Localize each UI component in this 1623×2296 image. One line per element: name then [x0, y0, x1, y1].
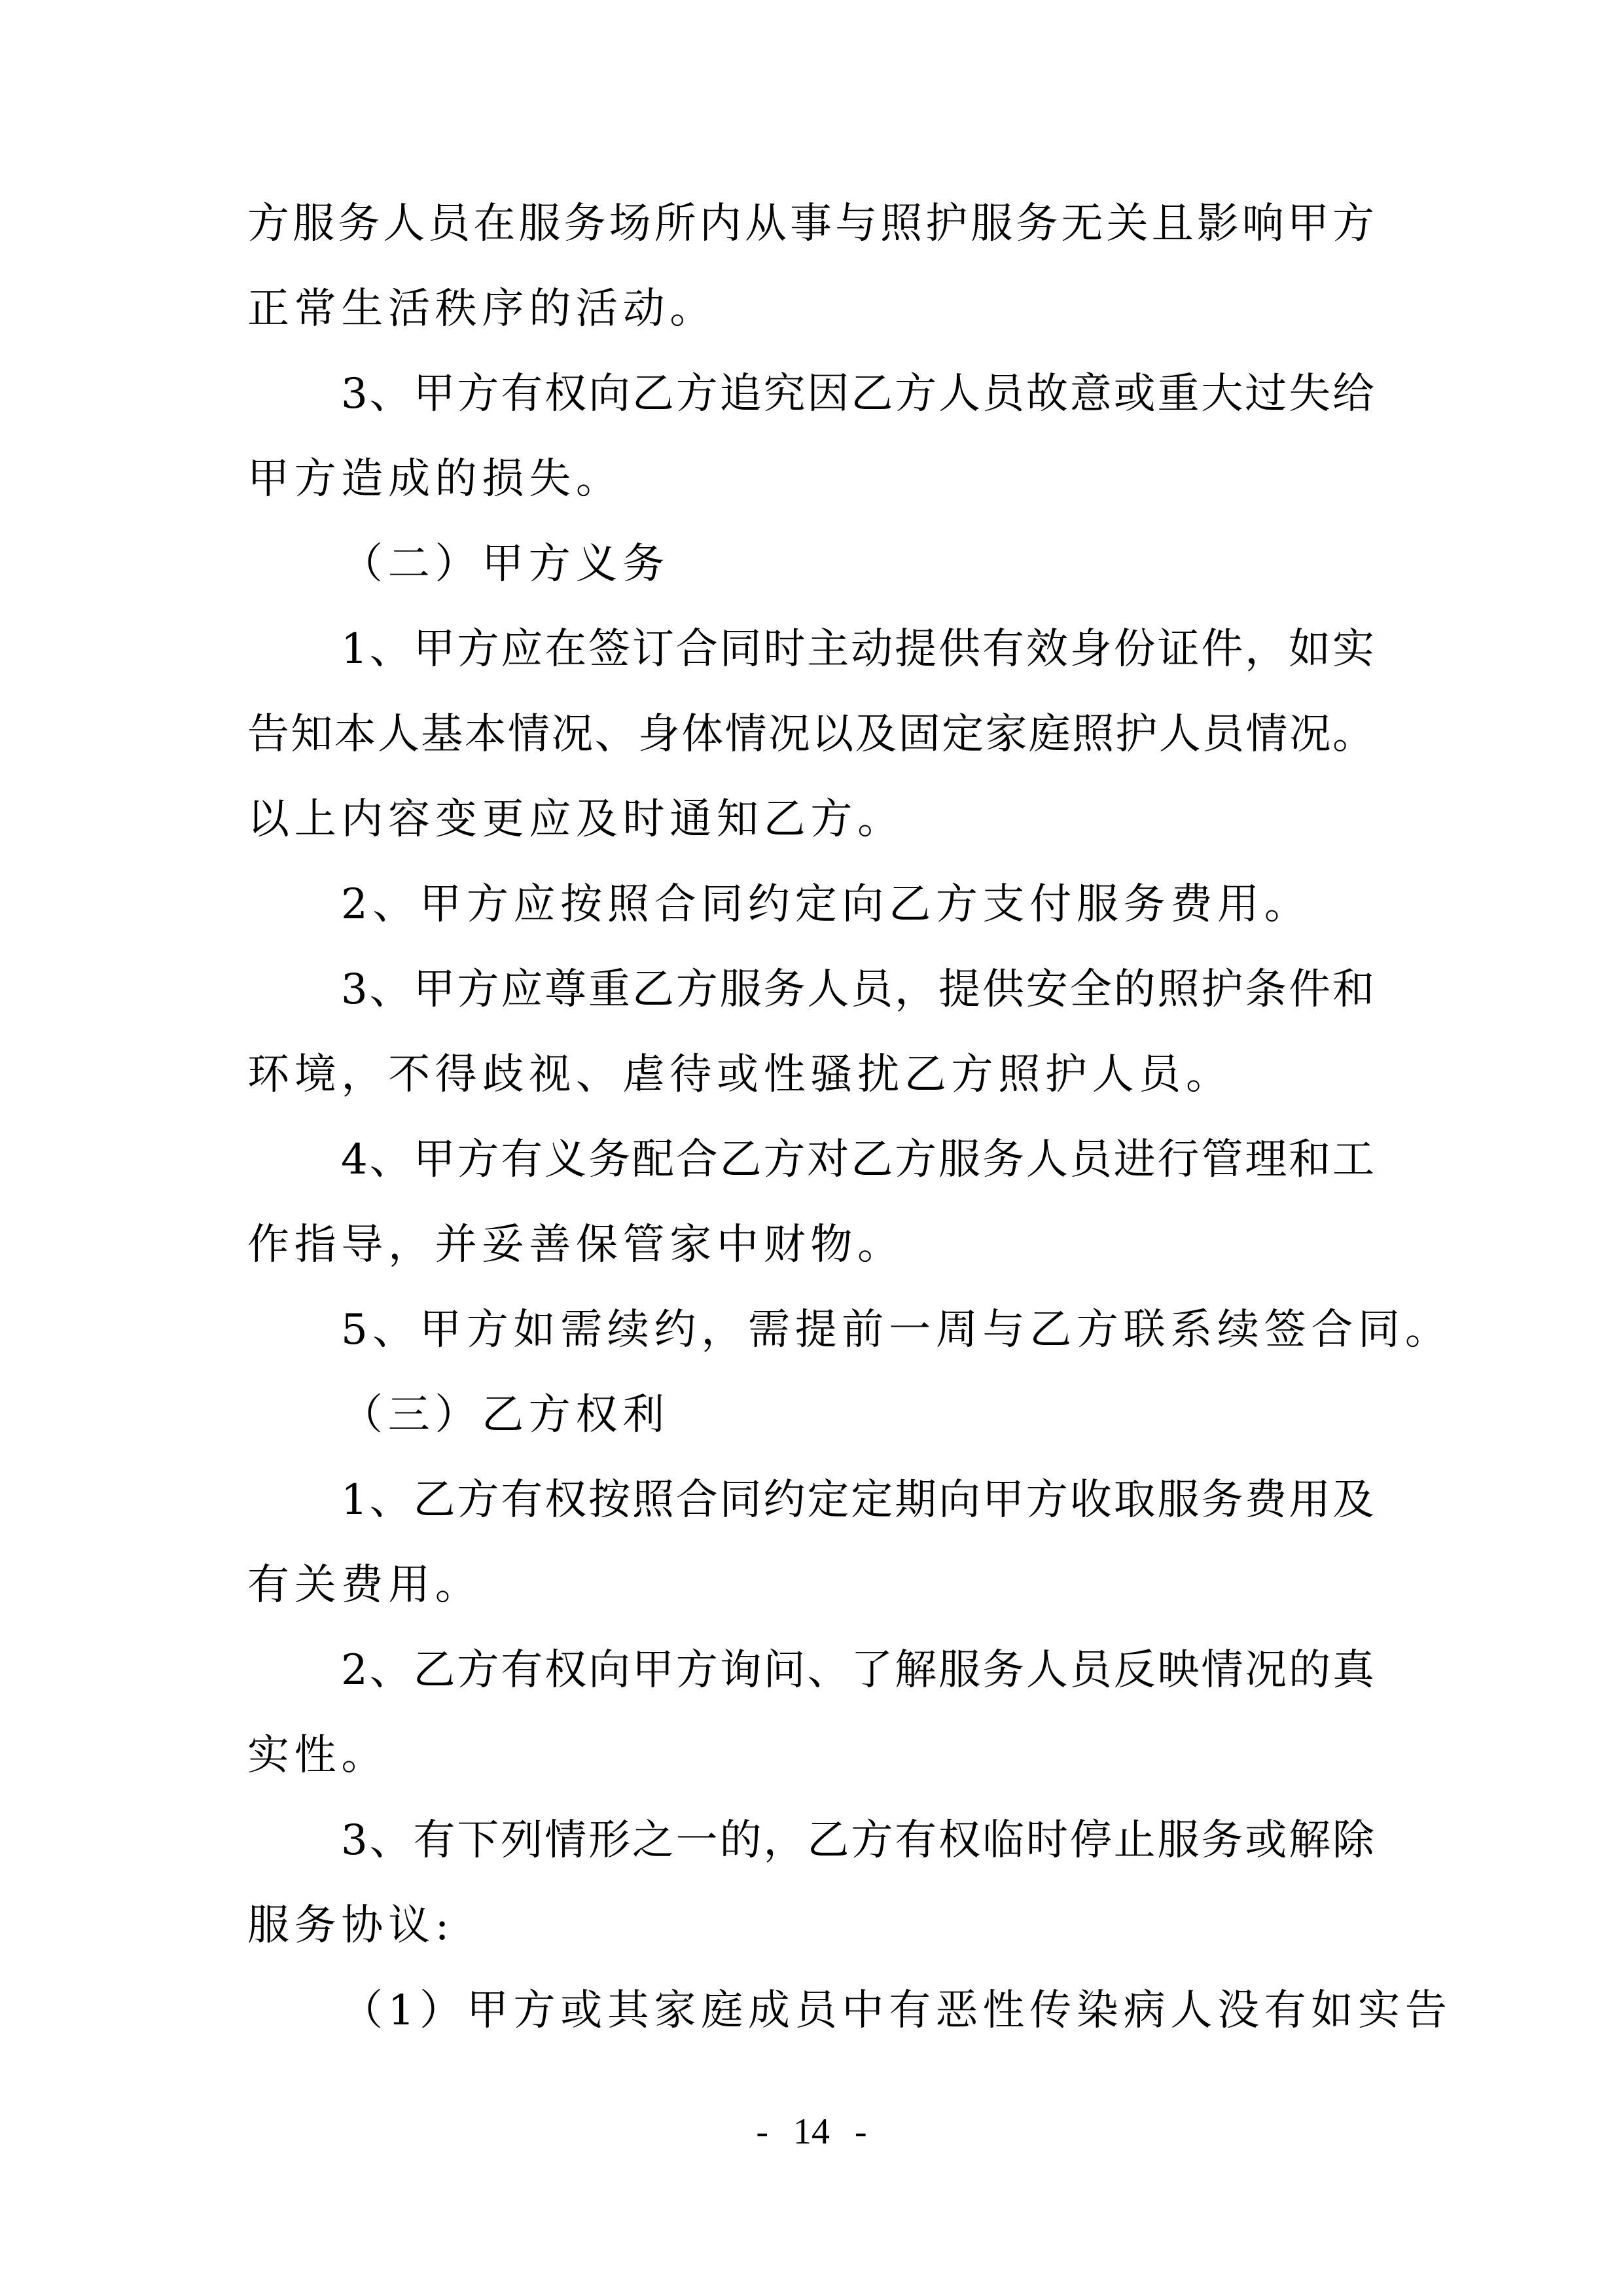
text-line: 环境，不得歧视、虐待或性骚扰乙方照护人员。 — [247, 1050, 1233, 1099]
text-line: （二）甲方义务 — [341, 540, 669, 588]
document-body — [247, 181, 1452, 2053]
page-number-dash-right: - — [855, 2111, 867, 2152]
text-line: 实性。 — [247, 1731, 389, 1780]
text-line: 1、甲方应在签订合同时主动提供有效身份证件，如实 — [341, 625, 1374, 673]
paragraph — [247, 862, 1374, 947]
text-line: 服务协议: — [247, 1901, 455, 1950]
text-line: 1、乙方有权按照合同约定定期向甲方收取服务费用及 — [341, 1476, 1374, 1524]
section-heading — [247, 522, 1374, 607]
paragraph — [247, 607, 1374, 862]
paragraph — [247, 1968, 1452, 2053]
paragraph — [247, 1798, 1374, 1968]
text-line: 以上内容变更应及时通知乙方。 — [247, 795, 904, 844]
text-line: 2、甲方应按照合同约定向乙方支付服务费用。 — [341, 880, 1311, 929]
paragraph — [247, 1628, 1374, 1798]
paragraph — [247, 1287, 1452, 1372]
text-line: （三）乙方权利 — [341, 1391, 669, 1439]
page-number-footer — [0, 2109, 1623, 2155]
paragraph — [247, 181, 1374, 351]
paragraph — [247, 947, 1374, 1117]
page-number: 14 — [793, 2111, 830, 2152]
text-line: 5、甲方如需续约，需提前一周与乙方联系续签合同。 — [341, 1306, 1452, 1354]
paragraph — [247, 1458, 1374, 1628]
text-line: 告知本人基本情况、身体情况以及固定家庭照护人员情况。 — [247, 710, 1374, 759]
paragraph — [247, 351, 1374, 522]
text-line: 3、甲方应尊重乙方服务人员，提供安全的照护条件和 — [341, 965, 1374, 1014]
text-line: 作指导，并妥善保管家中财物。 — [247, 1221, 904, 1269]
text-line: 有关费用。 — [247, 1561, 482, 1609]
text-line: 3、有下列情形之一的，乙方有权临时停止服务或解除 — [341, 1816, 1374, 1865]
text-line: 甲方造成的损失。 — [247, 455, 623, 503]
text-line: 正常生活秩序的活动。 — [247, 285, 717, 333]
text-line: （1）甲方或其家庭成员中有恶性传染病人没有如实告 — [341, 1986, 1452, 2035]
paragraph — [247, 1117, 1374, 1287]
text-line: 2、乙方有权向甲方询问、了解服务人员反映情况的真 — [341, 1646, 1374, 1695]
text-line: 方服务人员在服务场所内从事与照护服务无关且影响甲方 — [247, 200, 1374, 248]
page-number-dash-left: - — [756, 2111, 768, 2152]
section-heading — [247, 1372, 1374, 1458]
text-line: 3、甲方有权向乙方追究因乙方人员故意或重大过失给 — [341, 370, 1374, 418]
text-line: 4、甲方有义务配合乙方对乙方服务人员进行管理和工 — [341, 1136, 1374, 1184]
